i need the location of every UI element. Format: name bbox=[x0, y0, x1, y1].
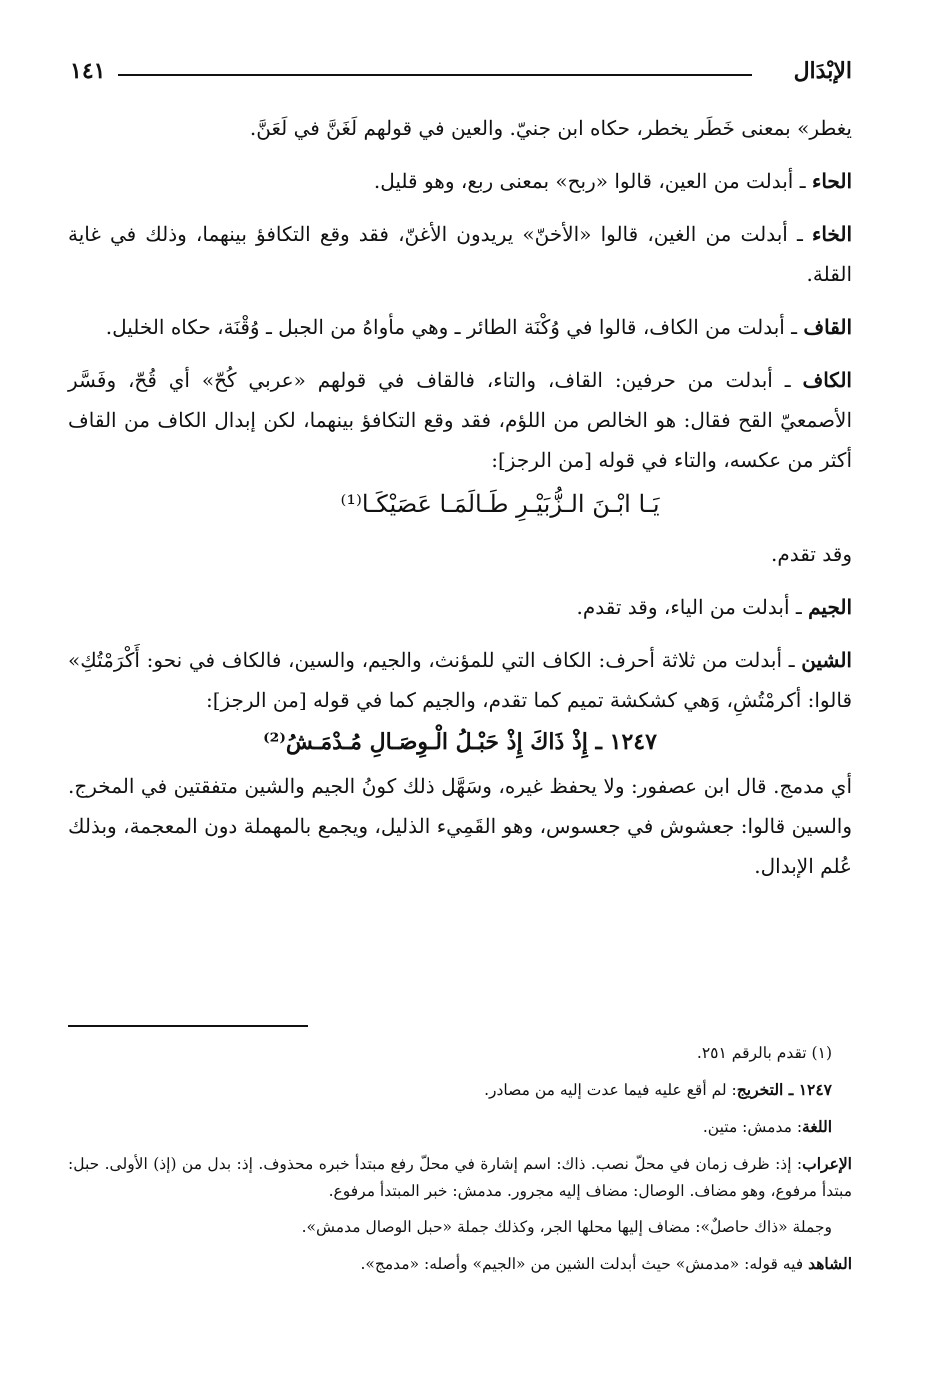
paragraph-text: ـ أبدلت من الكاف، قالوا في وُكْنَة الطائر ـ وهي مأواهُ من الجبل ـ وُقْنَة، حكاه الخليل. bbox=[105, 315, 804, 339]
footnote-jumla: وجملة «ذاك حاصلٌ»: مضاف إليها محلها الجر، وكذلك جملة «حبل الوصال مدمش». bbox=[301, 1218, 832, 1236]
paragraph-ha bbox=[68, 161, 852, 201]
main-text bbox=[68, 108, 852, 899]
verse-line-numbered: ١٢٤٧ ـ إِذْ ذَاكَ إِذْ حَبْـلُ الْـوِصَـالِ مُـدْمَـشُ⁽²⁾ bbox=[263, 729, 657, 755]
running-header bbox=[70, 52, 852, 92]
paragraph-text: ـ أبدلت من الياء، وقد تقدم. bbox=[576, 595, 809, 619]
paragraph-kaf bbox=[68, 360, 852, 480]
footnote-label: الإعراب bbox=[802, 1154, 852, 1173]
paragraph-continuation bbox=[68, 108, 852, 148]
paragraph-shin bbox=[68, 640, 852, 720]
page-number: ١٤١ bbox=[70, 58, 106, 84]
paragraph-after-verse: وقد تقدم. bbox=[771, 542, 852, 566]
entry-term: الحاء bbox=[811, 169, 852, 193]
paragraph-text: ـ أبدلت من ثلاثة أحرف: الكاف التي للمؤنث، والجيم، والسين، فالكاف في نحو: أَكْرَمْتُكِ» قالوا: أكرمْتُشِ، وَهي كشكشة تميم كما تقدم، والجيم كما في قوله [من الرجز]: bbox=[68, 648, 852, 712]
footnote-text: : لم أقع عليه فيما عدت إليه من مصادر. bbox=[484, 1081, 737, 1099]
entry-term: الشين bbox=[801, 648, 852, 672]
header-title: الإبْدَال bbox=[793, 58, 852, 84]
paragraph-text: يغطر» بمعنى خَطَر يخطر، حكاه ابن جنيّ. والعين في قولهم لَغَنَّ في لَعَنَّ. bbox=[249, 116, 852, 140]
header-rule bbox=[118, 74, 752, 76]
footnote-label: ١٢٤٧ ـ التخريج bbox=[736, 1080, 832, 1099]
entry-term: القاف bbox=[803, 315, 852, 339]
footnote-text: فيه قوله: «مدمش» حيث أبدلت الشين من «الجيم» وأصله: «مدمج». bbox=[360, 1255, 809, 1273]
footnote-rule bbox=[68, 1025, 308, 1027]
footnote-shahid bbox=[68, 1250, 852, 1278]
footnote-takhrij bbox=[68, 1076, 852, 1104]
footnote-1: (١) تقدم بالرقم ٢٥١. bbox=[696, 1044, 832, 1062]
footnote-label: الشاهد bbox=[808, 1254, 852, 1273]
paragraph-text: ـ أبدلت من الغين، قالوا «الأخنّ» يريدون الأغنّ، فقد وقع التكافؤ بينهما، وذلك في غاية القلة. bbox=[68, 222, 852, 286]
entry-term: الكاف bbox=[802, 368, 852, 392]
paragraph-jim bbox=[68, 587, 852, 627]
footnotes bbox=[68, 1040, 852, 1287]
entry-term: الخاء bbox=[811, 222, 852, 246]
paragraph-text: ـ أبدلت من العين، قالوا «ربح» بمعنى ربع، وهو قليل. bbox=[373, 169, 812, 193]
verse-line: يَـا ابْـنَ الـزُّبَيْـرِ طَـالَمَـا عَصَيْكَـا⁽¹⁾ bbox=[340, 490, 660, 518]
footnote-text: : إذ: ظرف زمان في محلّ نصب. ذاك: اسم إشارة في محلّ رفع مبتدأ خبره محذوف. إذ: بدل من (إذ) الأولى. حبل: مبتدأ مرفوع، وهو مضاف. الوصال: مضاف إليه مجرور. مدمش: خبر المبتدأ مرفوع. bbox=[68, 1155, 852, 1200]
entry-term: الجيم bbox=[808, 595, 852, 619]
footnote-text: : مدمش: متين. bbox=[702, 1118, 803, 1136]
footnote-irab bbox=[68, 1150, 852, 1205]
footnote-label: اللغة bbox=[802, 1117, 832, 1136]
paragraph-text: ـ أبدلت من حرفين: القاف، والتاء، فالقاف في قولهم «عربي كُحّ» أي قُحّ، وفَسَّر الأصمعيّ القح فقال: هو الخالص من اللؤم، فقد وقع التكافؤ بينهما، لكن إبدال الكاف من القاف أكثر من عكسه، والتاء في قوله [من الرجز]: bbox=[68, 368, 852, 472]
paragraph-qaf bbox=[68, 307, 852, 347]
footnote-lugha bbox=[68, 1113, 852, 1141]
paragraph-kha bbox=[68, 214, 852, 294]
paragraph-closing: أي مدمج. قال ابن عصفور: ولا يحفظ غيره، وسَهَّل ذلك كونُ الجيم والشين متفقتين في المخرج. والسين قالوا: جعشوش في جعسوس، وهو القَمِيء الذليل، ويجمع بالمهملة دون المعجمة، وبذلك عُلم الإبدال. bbox=[68, 774, 853, 878]
